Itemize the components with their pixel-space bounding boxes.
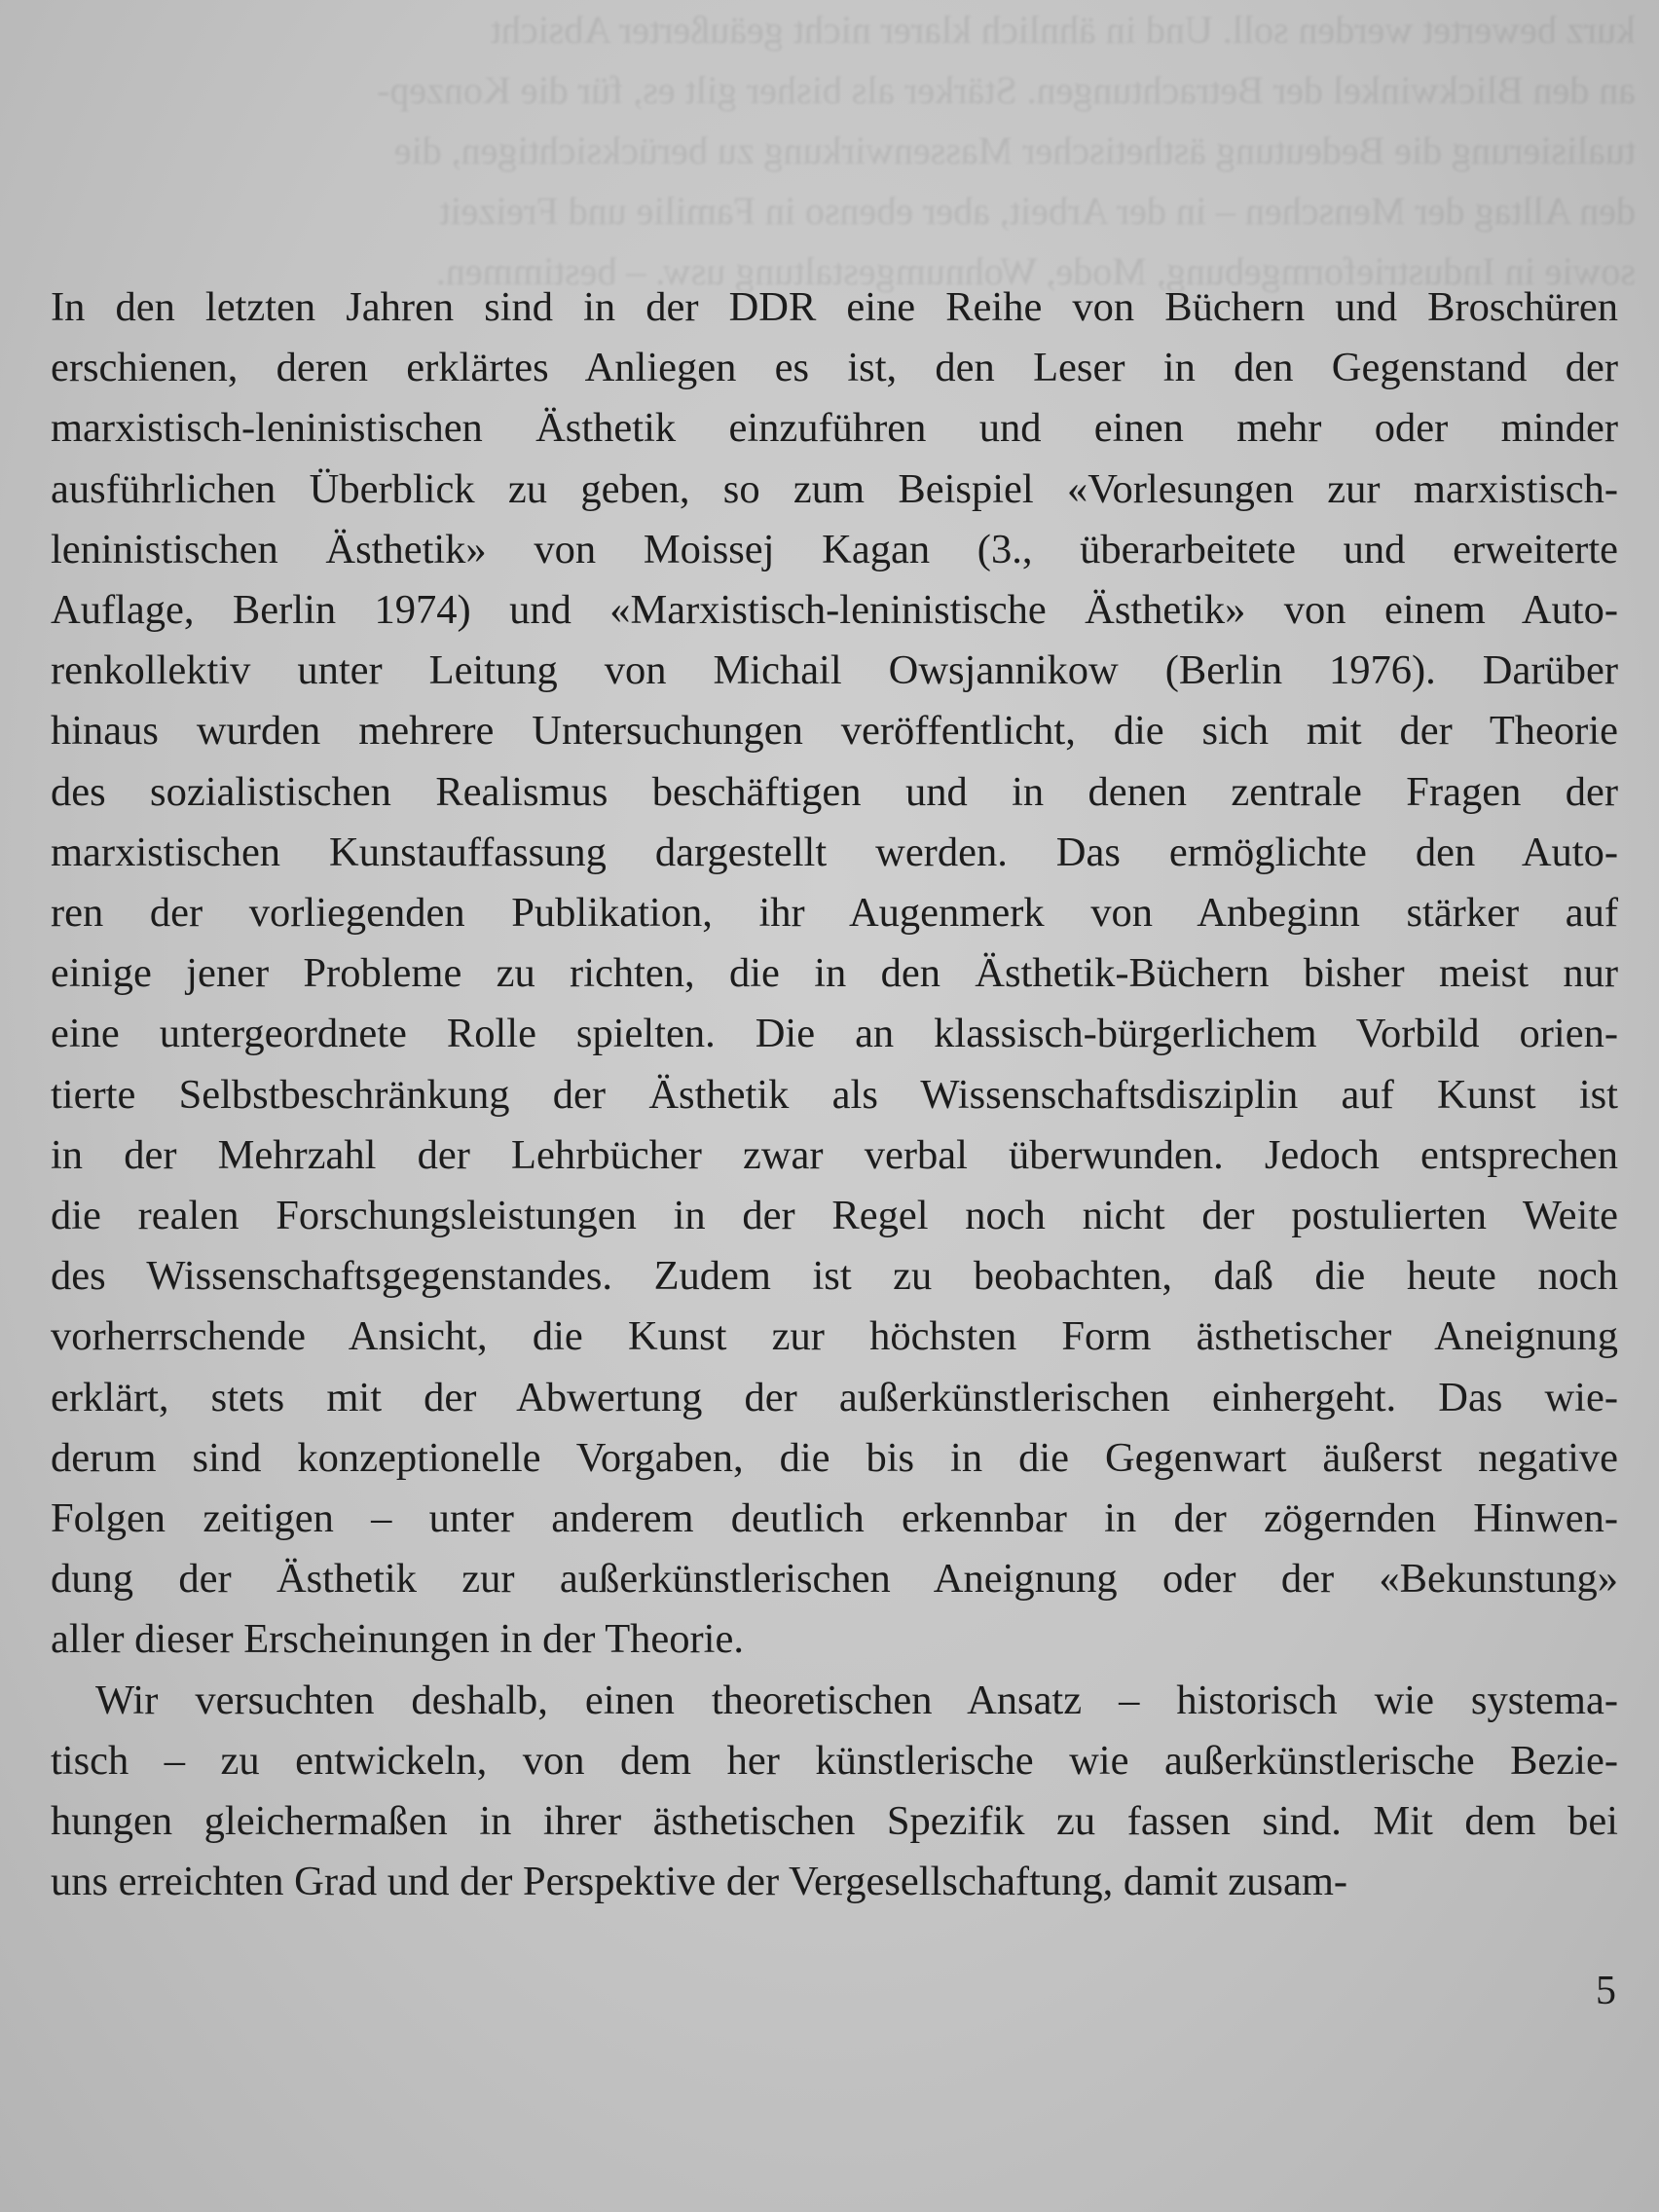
text-line: uns erreichten Grad und der Perspektive der Vergesellschaftung, damit zusam-	[51, 1859, 1348, 1905]
text-line: leninistischen Ästhetik» von Moissej Kagan (3., überarbeitete und erweiterte	[51, 526, 1618, 572]
text-line: hungen gleichermaßen in ihrer ästhetischen Spezifik zu fassen sind. Mit dem bei	[51, 1798, 1618, 1845]
text-line: In den letzten Jahren sind in der DDR eine Reihe von Büchern und Broschüren	[51, 284, 1618, 330]
text-line: aller dieser Erscheinungen in der Theorie.	[51, 1616, 744, 1663]
text-line: hinaus wurden mehrere Untersuchungen veröffentlicht, die sich mit der Theorie	[51, 708, 1618, 755]
text-line: in der Mehrzahl der Lehrbücher zwar verbal überwunden. Jedoch entsprechen	[51, 1131, 1618, 1178]
bleed-through-text	[39, 0, 1636, 293]
text-line: Auflage, Berlin 1974) und «Marxistisch-leninistische Ästhetik» von einem Auto-	[51, 587, 1618, 634]
page-body	[51, 277, 1618, 1912]
page-number: 5	[1596, 1969, 1616, 2013]
text-line: eine untergeordnete Rolle spielten. Die an klassisch-bürgerlichem Vorbild orien-	[51, 1011, 1618, 1057]
text-line: die realen Forschungsleistungen in der Regel noch nicht der postulierten Weite	[51, 1193, 1618, 1239]
text-line: tierte Selbstbeschränkung der Ästhetik als Wissenschaftsdisziplin auf Kunst ist	[51, 1071, 1618, 1118]
paragraph-2	[51, 1671, 1618, 1913]
text-line: des sozialistischen Realismus beschäftigen und in denen zentrale Fragen der	[51, 768, 1618, 815]
bleed-line: den Alltag der Menschen – in der Arbeit, aber ebenso in Familie und Freizeit	[439, 189, 1636, 233]
text-line: ren der vorliegenden Publikation, ihr Augenmerk von Anbeginn stärker auf	[51, 890, 1618, 937]
text-line: dung der Ästhetik zur außerkünstlerischen Aneignung oder der «Bekunstung»	[51, 1556, 1618, 1603]
bleed-line: tualisierung die Bedeutung ästhetischer Massenwirkung zu berücksichtigen, die	[393, 129, 1636, 172]
text-line: des Wissenschaftsgegenstandes. Zudem ist zu beobachten, daß die heute noch	[51, 1253, 1618, 1300]
bleed-line: sowie in Industrieformgebung, Mode, Wohnumgestaltung usw. – bestimmen.	[435, 249, 1636, 293]
text-line: derum sind konzeptionelle Vorgaben, die bis in die Gegenwart äußerst negative	[51, 1434, 1618, 1481]
bleed-line: kurz bewertet werden soll. Und in ähnlich klarer nicht geäußerter Absicht	[490, 8, 1636, 52]
text-line: tisch – zu entwickeln, von dem her künstlerische wie außerkünstlerische Bezie-	[51, 1737, 1618, 1784]
text-line: vorherrschende Ansicht, die Kunst zur höchsten Form ästhetischer Aneignung	[51, 1313, 1618, 1360]
paragraph-1	[51, 277, 1618, 1671]
text-line: marxistisch-leninistischen Ästhetik einzuführen und einen mehr oder minder	[51, 405, 1618, 452]
text-line: marxistischen Kunstauffassung dargestellt werden. Das ermöglichte den Auto-	[51, 829, 1618, 875]
text-line: Wir versuchten deshalb, einen theoretischen Ansatz – historisch wie systema-	[95, 1677, 1618, 1723]
text-line: erschienen, deren erklärtes Anliegen es ist, den Leser in den Gegenstand der	[51, 345, 1618, 391]
bleed-line: an den Blickwinkel der Betrachtungen. Stärker als bisher gilt es, für die Konzep-	[377, 68, 1636, 112]
text-line: Folgen zeitigen – unter anderem deutlich erkennbar in der zögernden Hinwen-	[51, 1495, 1618, 1542]
text-line: renkollektiv unter Leitung von Michail Owsjannikow (Berlin 1976). Darüber	[51, 647, 1618, 694]
text-line: erklärt, stets mit der Abwertung der außerkünstlerischen einhergeht. Das wie-	[51, 1374, 1618, 1420]
text-line: einige jener Probleme zu richten, die in den Ästhetik-Büchern bisher meist nur	[51, 950, 1618, 997]
text-line: ausführlichen Überblick zu geben, so zum Beispiel «Vorlesungen zur marxistisch-	[51, 465, 1618, 512]
